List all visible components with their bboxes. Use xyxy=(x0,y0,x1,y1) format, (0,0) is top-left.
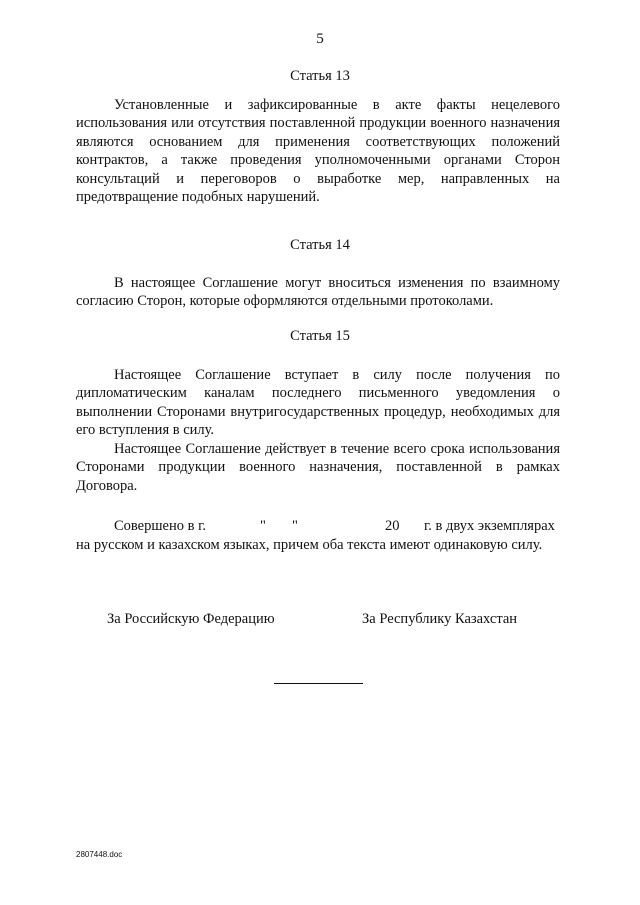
page-number: 5 xyxy=(316,31,324,47)
signature-kazakhstan: За Республику Казахстан xyxy=(362,611,518,627)
signed-quote-open: " xyxy=(260,518,266,534)
footer-doc-code: 2807448.doc xyxy=(76,850,123,859)
article-13-paragraph: Установленные и зафиксированные в акте факты нецелевого использования или отсутствия поставленной продукции военного назначения являются основанием для применения соответствующих положений контрактов, а также проведения уполномоченными органами Сторон консультаций и переговоров о выработке мер, направленных на предотвращение подобных нарушений. xyxy=(76,97,560,206)
article-15-paragraph-2: Настоящее Соглашение действует в течение всего срока использования Сторонами продукции военного назначения, поставленной в рамках Договора. xyxy=(76,441,560,494)
signed-clause-first-line xyxy=(76,517,560,536)
article-13-heading: Статья 13 xyxy=(290,68,350,84)
article-15-paragraph-1: Настоящее Соглашение вступает в силу после получения по дипломатическим каналам последнего письменного уведомления о выполнении Сторонами внутригосударственных процедур, необходимых для его вступления в силу. xyxy=(76,367,560,439)
signed-suffix: г. в двух экземплярах xyxy=(424,518,555,534)
article-15-heading: Статья 15 xyxy=(290,328,350,344)
signed-year: 20 xyxy=(385,518,400,534)
signed-clause-rest: на русском и казахском языках, причем оба текста имеют одинаковую силу. xyxy=(76,537,543,553)
article-14-paragraph: В настоящее Соглашение могут вноситься изменения по взаимному согласию Сторон, которые оформляются отдельными протоколами. xyxy=(76,275,560,310)
signature-russia: За Российскую Федерацию xyxy=(107,611,275,627)
article-14-heading: Статья 14 xyxy=(290,237,350,253)
closing-rule xyxy=(274,683,363,684)
signed-quote-close: " xyxy=(292,518,298,534)
signed-prefix: Совершено в г. xyxy=(114,518,207,534)
